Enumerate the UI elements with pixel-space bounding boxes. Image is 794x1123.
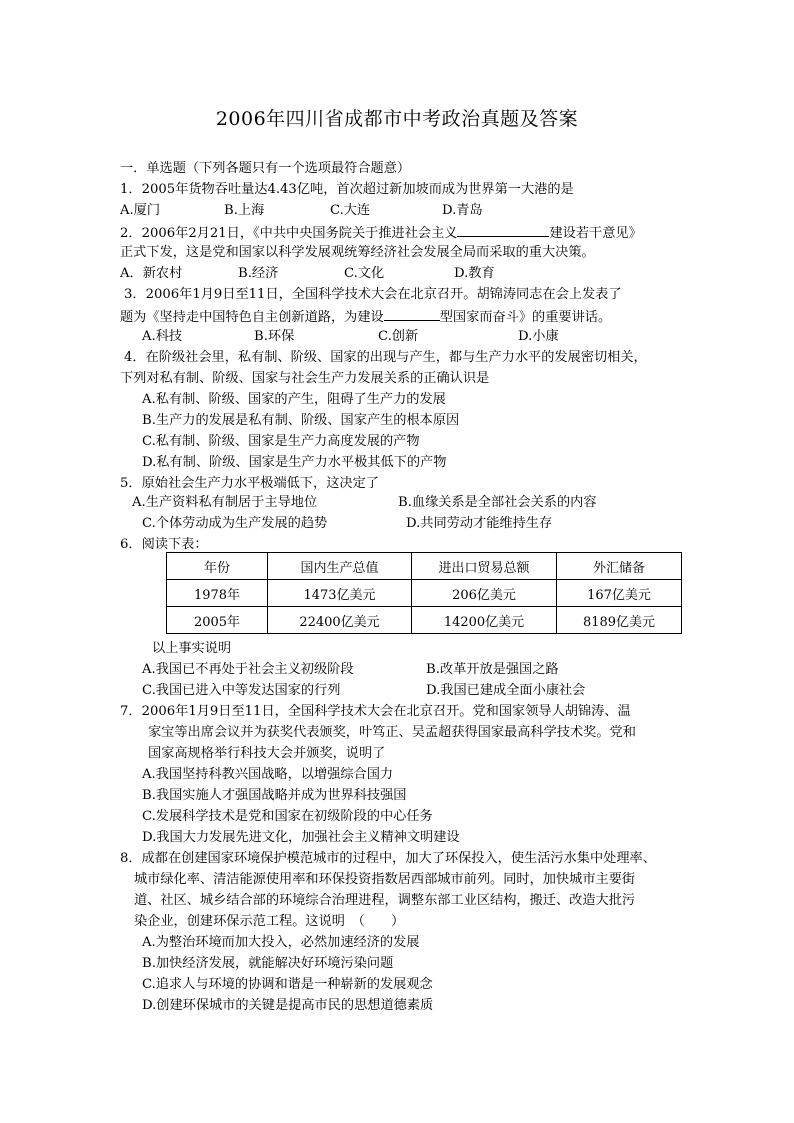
- q8-option-d: D.创建环保城市的关键是提高市民的思想道德素质: [142, 998, 434, 1013]
- table-cell: 167亿美元: [557, 580, 682, 607]
- question-7-stem: 7．2006年1月9日至11日，全国科学技术大会在北京召开。党和国家领导人胡锦涛、温: [120, 704, 631, 719]
- q3-option-b: B.环保: [254, 329, 295, 344]
- question-6-prompt: 以上事实说明: [152, 641, 232, 656]
- document-title: 2006年四川省成都市中考政治真题及答案: [215, 108, 579, 130]
- question-7-stem-cont: 家宝等出席会议并为获奖代表颁奖，叶笃正、吴孟超获得国家最高科学技术奖。党和: [148, 725, 636, 740]
- question-6-stem: 6．阅读下表：: [120, 537, 208, 552]
- q8-option-c: C.追求人与环境的协调和谐是一种崭新的发展观念: [142, 977, 433, 992]
- q7-option-c: C.发展科学技术是党和国家在初级阶段的中心任务: [142, 809, 433, 824]
- q2-option-c: C.文化: [344, 266, 385, 281]
- question-2-stem: 2．2006年2月21日，《中共中央国务院关于推进社会主义 建设若干意见》: [120, 223, 642, 243]
- table-cell: 206亿美元: [412, 580, 557, 607]
- q6-option-c: C.我国已进入中等发达国家的行列: [142, 683, 341, 698]
- table-cell: 2005年: [167, 607, 268, 634]
- q4-option-a: A.私有制、阶级、国家的产生，阻碍了生产力的发展: [142, 392, 446, 407]
- q3-option-d: D.小康: [518, 329, 559, 344]
- table-row: [167, 580, 682, 607]
- q2-option-d: D.教育: [454, 266, 495, 281]
- answer-blank: [457, 223, 549, 237]
- table-header-cell: 国内生产总值: [268, 553, 412, 580]
- section-heading: 一．单选题（下列各题只有一个选项最符合题意）: [120, 161, 411, 176]
- q5-option-b: B.血缘关系是全部社会关系的内容: [398, 495, 597, 510]
- q3-option-a: A.科技: [142, 329, 183, 344]
- q4-option-b: B.生产力的发展是私有制、阶级、国家产生的根本原因: [142, 413, 460, 428]
- question-8-stem: 8．成都在创建国家环境保护模范城市的过程中，加大了环保投入，使生活污水集中处理率、: [120, 851, 656, 866]
- question-8-stem-cont: 染企业，创建环保示范工程。这说明 （ ）: [134, 914, 405, 929]
- q7-option-d: D.我国大力发展先进文化，加强社会主义精神文明建设: [142, 830, 460, 845]
- q1-option-d: D.青岛: [442, 203, 483, 218]
- table-header-cell: 年份: [167, 553, 268, 580]
- question-4-stem: 4．在阶级社会里，私有制、阶级、国家的出现与产生，都与生产力水平的发展密切相关，: [124, 350, 647, 365]
- question-4-stem-cont: 下列对私有制、阶级、国家与社会生产力发展关系的正确认识是: [120, 371, 490, 386]
- question-7-stem-cont: 国家高规格举行科技大会并颁奖，说明了: [148, 746, 386, 761]
- question-2-stem-cont: 正式下发，这是党和国家以科学发展观统筹经济社会发展全局而采取的重大决策。: [120, 245, 595, 260]
- q2-option-b: B.经济: [238, 266, 279, 281]
- q6-option-b: B.改革开放是强国之路: [426, 662, 559, 677]
- answer-blank: [384, 307, 440, 321]
- q2-option-a: A．新农村: [120, 266, 183, 281]
- question-3-stem: 3．2006年1月9日至11日，全国科学技术大会在北京召开。胡锦涛同志在会上发表了: [124, 287, 622, 302]
- q8-option-b: B.加快经济发展，就能解决好环境污染问题: [142, 956, 394, 971]
- table-cell: 22400亿美元: [268, 607, 412, 634]
- q3-option-c: C.创新: [378, 329, 419, 344]
- table-cell: 1473亿美元: [268, 580, 412, 607]
- q6-option-a: A.我国已不再处于社会主义初级阶段: [142, 662, 354, 677]
- q7-option-a: A.我国坚持科教兴国战略，以增强综合国力: [142, 767, 394, 782]
- trade-data-table: [166, 552, 682, 634]
- q6-option-d: D.我国已建成全面小康社会: [426, 683, 586, 698]
- q1-option-b: B.上海: [224, 203, 265, 218]
- question-3-stem-cont: 题为《坚持走中国特色自主创新道路，为建设 型国家而奋斗》的重要讲话。: [120, 307, 611, 327]
- table-cell: 8189亿美元: [557, 607, 682, 634]
- table-cell: 1978年: [167, 580, 268, 607]
- q5-option-a: A.生产资料私有制居于主导地位: [132, 495, 318, 510]
- table-header-cell: 外汇储备: [557, 553, 682, 580]
- table-row: [167, 607, 682, 634]
- question-8-stem-cont: 道、社区、城乡结合部的环境综合治理进程，调整东部工业区结构，搬迁、改造大批污: [134, 893, 636, 908]
- table-header-cell: 进出口贸易总额: [412, 553, 557, 580]
- question-8-stem-cont: 城市绿化率、清洁能源使用率和环保投资指数居西部城市前列。同时，加快城市主要街: [134, 872, 636, 887]
- q1-option-a: A.厦门: [120, 203, 161, 218]
- question-5-stem: 5．原始社会生产力水平极端低下，这决定了: [120, 476, 379, 491]
- q4-option-d: D.私有制、阶级、国家是生产力水平极其低下的产物: [142, 455, 447, 470]
- q4-option-c: C.私有制、阶级、国家是生产力高度发展的产物: [142, 434, 420, 449]
- q8-option-a: A.为整治环境而加大投入，必然加速经济的发展: [142, 935, 420, 950]
- table-cell: 14200亿美元: [412, 607, 557, 634]
- q7-option-b: B.我国实施人才强国战略并成为世界科技强国: [142, 788, 407, 803]
- q5-option-c: C.个体劳动成为生产发展的趋势: [142, 516, 328, 531]
- q5-option-d: D.共同劳动才能维持生存: [406, 516, 553, 531]
- q1-option-c: C.大连: [330, 203, 371, 218]
- table-header-row: [167, 553, 682, 580]
- question-1-stem: 1．2005年货物吞吐量达4.43亿吨，首次超过新加坡而成为世界第一大港的是: [120, 182, 574, 197]
